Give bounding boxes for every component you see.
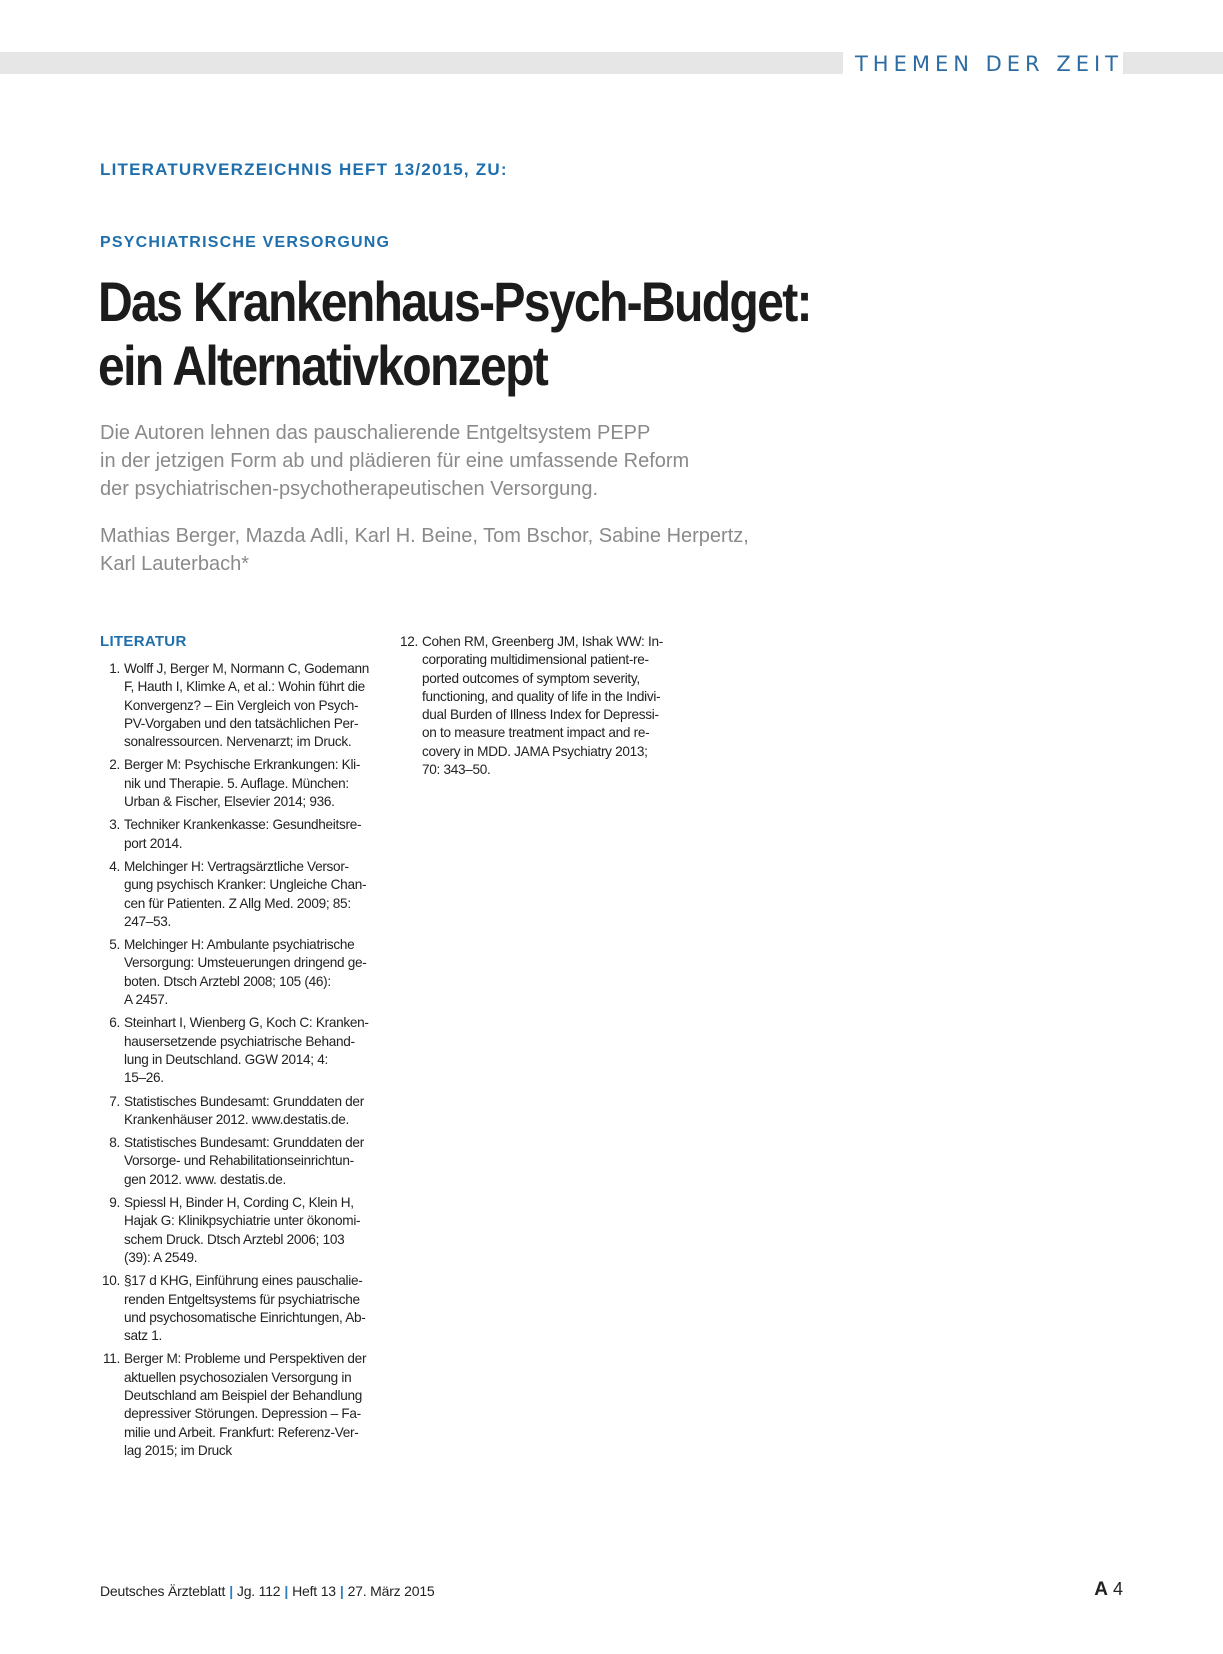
reference-item: [100, 858, 380, 931]
footer-issue: Heft 13: [292, 1583, 336, 1599]
reference-text-line: gen 2012. www. destatis.de.: [124, 1171, 286, 1187]
footer-separator: |: [284, 1583, 289, 1599]
reference-text-line: covery in MDD. JAMA Psychiatry 2013;: [422, 743, 648, 759]
reference-item: [100, 1093, 380, 1130]
reference-item: [100, 660, 380, 751]
reference-text-line: Statistisches Bundesamt: Grunddaten der: [124, 1093, 364, 1109]
footer-date: 27. März 2015: [347, 1583, 435, 1599]
reference-number: 8.: [109, 1135, 120, 1151]
reference-item: [100, 1134, 380, 1189]
reference-text-line: Steinhart I, Wienberg G, Koch C: Kranken-: [124, 1015, 369, 1031]
reference-number: 7.: [109, 1093, 120, 1109]
reference-item: [100, 1014, 380, 1087]
kicker: LITERATURVERZEICHNIS HEFT 13/2015, ZU:: [100, 160, 508, 179]
reference-item: [100, 1350, 380, 1460]
reference-item: [100, 1272, 380, 1345]
references-column-left: [100, 660, 380, 1465]
reference-text-line: satz 1.: [124, 1328, 162, 1344]
reference-text-line: Cohen RM, Greenberg JM, Ishak WW: In-: [422, 634, 663, 649]
reference-text-line: boten. Dtsch Arztebl 2008; 105 (46):: [124, 973, 331, 989]
reference-text-line: lag 2015; im Druck: [124, 1442, 232, 1458]
reference-text-line: renden Entgeltsystems für psychiatrische: [124, 1291, 360, 1307]
reference-number: 10.: [102, 1273, 120, 1289]
lead-line: Die Autoren lehnen das pauschalierende Entgeltsystem PEPP: [100, 422, 651, 444]
reference-text-line: Konvergenz? – Ein Vergleich von Psych-: [124, 697, 359, 713]
reference-text-line: aktuellen psychosozialen Versorgung in: [124, 1369, 352, 1385]
reference-text-line: Berger M: Probleme und Perspektiven der: [124, 1351, 367, 1367]
reference-number: 1.: [109, 661, 120, 676]
headline: [98, 270, 958, 398]
reference-number: 2.: [109, 757, 120, 773]
reference-text-line: (39): A 2549.: [124, 1249, 198, 1265]
reference-text-line: Spiessl H, Binder H, Cording C, Klein H,: [124, 1195, 354, 1211]
headline-line: ein Alternativkonzept: [98, 334, 548, 397]
reference-text-line: PV-Vorgaben und den tatsächlichen Per-: [124, 715, 359, 731]
lead-line: in der jetzigen Form ab und plädieren für eine umfassende Reform: [100, 450, 690, 472]
header-band: [0, 52, 1223, 74]
reference-text-line: functioning, and quality of life in the Indivi-: [422, 688, 661, 704]
authors: [100, 522, 900, 578]
footer-separator: |: [339, 1583, 344, 1599]
reference-number: 5.: [109, 937, 120, 953]
authors-line: Karl Lauterbach*: [100, 553, 249, 575]
reference-text-line: Berger M: Psychische Erkrankungen: Kli-: [124, 757, 361, 773]
lead-line: der psychiatrischen-psychotherapeutischen Versorgung.: [100, 478, 599, 500]
reference-text-line: milie und Arbeit. Frankfurt: Referenz-Ver-: [124, 1424, 359, 1440]
reference-text-line: 70: 343–50.: [422, 762, 491, 778]
reference-text-line: nik und Therapie. 5. Auflage. München:: [124, 775, 349, 791]
reference-text-line: Urban & Fischer, Elsevier 2014; 936.: [124, 794, 335, 810]
reference-text-line: Statistisches Bundesamt: Grunddaten der: [124, 1135, 364, 1151]
reference-text-line: gung psychisch Kranker: Ungleiche Chan-: [124, 877, 367, 893]
reference-text-line: cen für Patienten. Z Allg Med. 2009; 85:: [124, 895, 351, 911]
reference-text-line: §17 d KHG, Einführung eines pauschalie-: [124, 1273, 363, 1289]
reference-text-line: Melchinger H: Vertragsärztliche Versor-: [124, 858, 349, 874]
reference-number: 6.: [109, 1015, 120, 1031]
reference-number: 12.: [400, 634, 418, 649]
reference-text-line: schem Druck. Dtsch Arztebl 2006; 103: [124, 1231, 345, 1247]
reference-number: 4.: [109, 858, 120, 874]
reference-item: [398, 633, 688, 779]
reference-item: [100, 756, 380, 811]
reference-text-line: F, Hauth I, Klimke A, et al.: Wohin führt die: [124, 679, 365, 695]
reference-text-line: Wolff J, Berger M, Normann C, Godemann: [124, 661, 369, 676]
section-label-article: PSYCHIATRISCHE VERSORGUNG: [100, 234, 391, 251]
reference-number: 3.: [109, 817, 120, 833]
section-label: THEMEN DER ZEIT: [843, 52, 1123, 74]
reference-text-line: Hajak G: Klinikpsychiatrie unter ökonomi-: [124, 1213, 361, 1229]
page-prefix: A: [1094, 1579, 1108, 1600]
reference-text-line: ported outcomes of symptom severity,: [422, 670, 640, 686]
reference-text-line: Deutschland am Beispiel der Behandlung: [124, 1387, 362, 1403]
reference-text-line: Versorgung: Umsteuerungen dringend ge-: [124, 955, 367, 971]
reference-number: 11.: [103, 1351, 120, 1367]
reference-text-line: und psychosomatische Einrichtungen, Ab-: [124, 1309, 366, 1325]
reference-text-line: 15–26.: [124, 1070, 164, 1086]
reference-item: [100, 816, 380, 853]
authors-line: Mathias Berger, Mazda Adli, Karl H. Beine, Tom Bschor, Sabine Herpertz,: [100, 525, 749, 547]
reference-item: [100, 936, 380, 1009]
page-number: [1094, 1579, 1123, 1601]
reference-text-line: port 2014.: [124, 835, 183, 851]
reference-text-line: Vorsorge- und Rehabilitationseinrichtun-: [124, 1153, 354, 1169]
reference-text-line: depressiver Störungen. Depression – Fa-: [124, 1406, 361, 1422]
reference-text-line: sonalressourcen. Nervenarzt; im Druck.: [124, 734, 352, 750]
headline-line: Das Krankenhaus-Psych-Budget:: [98, 270, 811, 333]
footer-journal: Deutsches Ärzteblatt: [100, 1583, 226, 1599]
reference-text-line: on to measure treatment impact and re-: [422, 725, 650, 741]
page-number-value: 4: [1112, 1579, 1123, 1599]
reference-text-line: corporating multidimensional patient-re-: [422, 652, 649, 668]
lead-text: [100, 419, 860, 503]
reference-text-line: Techniker Krankenkasse: Gesundheitsre-: [124, 817, 362, 833]
reference-text-line: Krankenhäuser 2012. www.destatis.de.: [124, 1111, 349, 1127]
reference-text-line: A 2457.: [124, 992, 169, 1008]
reference-text-line: dual Burden of Illness Index for Depressi-: [422, 707, 659, 723]
reference-text-line: lung in Deutschland. GGW 2014; 4:: [124, 1051, 328, 1067]
references-column-right: [398, 633, 688, 784]
footer: [100, 1583, 435, 1599]
footer-separator: |: [229, 1583, 233, 1599]
footer-volume: Jg. 112: [236, 1583, 281, 1599]
literature-heading: LITERATUR: [100, 633, 187, 650]
reference-text-line: 247–53.: [124, 913, 172, 929]
reference-item: [100, 1194, 380, 1267]
reference-text-line: Melchinger H: Ambulante psychiatrische: [124, 937, 355, 953]
reference-number: 9.: [109, 1195, 120, 1211]
reference-text-line: hausersetzende psychiatrische Behand-: [124, 1033, 355, 1049]
